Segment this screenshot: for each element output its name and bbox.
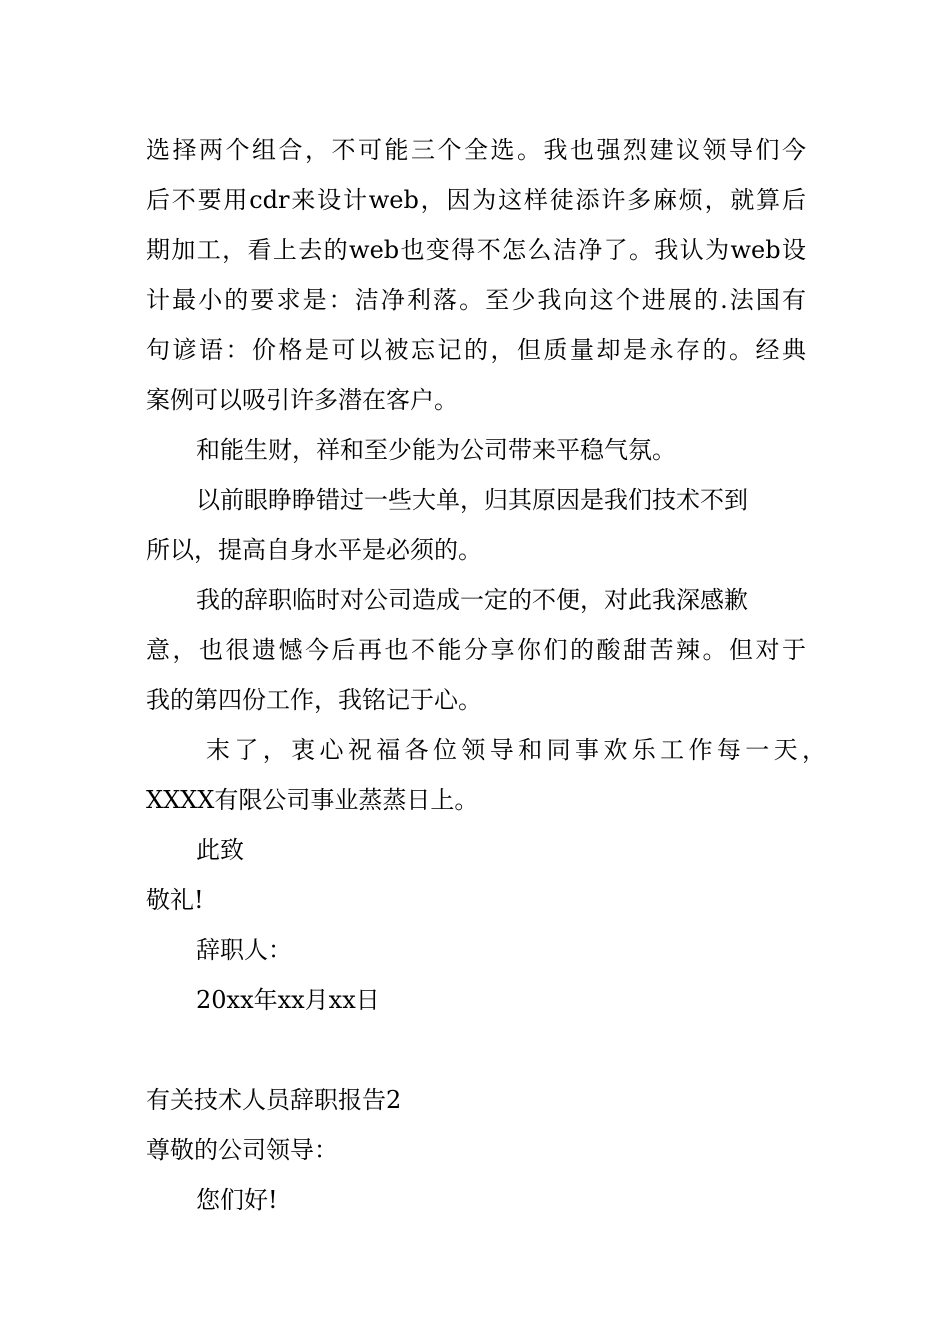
closing-regards: 敬礼!: [146, 886, 204, 914]
paragraph-line: 句谚语：价格是可以被忘记的，但质量却是永存的。经典: [146, 336, 806, 364]
section-title: 有关技术人员辞职报告2: [146, 1086, 402, 1114]
paragraph-line: 以前眼睁睁错过一些大单，归其原因是我们技术不到: [196, 486, 748, 514]
paragraph-line: 和能生财，祥和至少能为公司带来平稳气氛。: [196, 436, 676, 464]
greeting-recipient: 尊敬的公司领导：: [146, 1136, 338, 1164]
paragraph-line: 我的第四份工作，我铭记于心。: [146, 686, 482, 714]
paragraph-line: 我的辞职临时对公司造成一定的不便，对此我深感歉: [196, 586, 748, 614]
paragraph-line: 所以，提高自身水平是必须的。: [146, 536, 482, 564]
greeting: 您们好!: [196, 1186, 278, 1214]
paragraph-line: 意，也很遗憾今后再也不能分享你们的酸甜苦辣。但对于: [146, 636, 806, 664]
paragraph-line: 计最小的要求是：洁净利落。至少我向这个进展的.法国有: [146, 286, 806, 314]
paragraph-line: 末了，衷心祝福各位领导和同事欢乐工作每一天，: [206, 736, 826, 764]
date-line: 20xx年xx月xx日: [196, 986, 380, 1014]
paragraph-line: 期加工，看上去的web也变得不怎么洁净了。我认为web设: [146, 236, 806, 264]
paragraph-line: XXXX有限公司事业蒸蒸日上。: [146, 786, 479, 814]
closing-salutation: 此致: [196, 836, 244, 864]
paragraph-line: 案例可以吸引许多潜在客户。: [146, 386, 458, 414]
signature-label: 辞职人：: [196, 936, 292, 964]
paragraph-line: 后不要用cdr来设计web，因为这样徒添许多麻烦，就算后: [146, 186, 806, 214]
paragraph-line: 选择两个组合，不可能三个全选。我也强烈建议领导们今: [146, 136, 806, 164]
